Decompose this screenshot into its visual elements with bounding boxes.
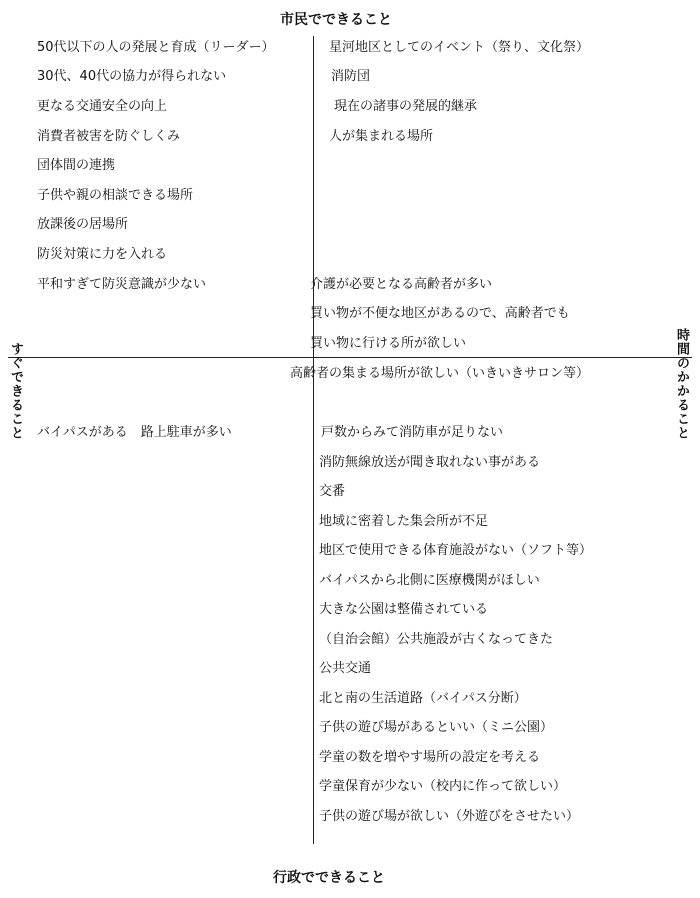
item-br-9: 北と南の生活道路（バイパス分断） [319, 691, 527, 706]
axis-label-right: 時間のかかること [674, 328, 689, 440]
item-tl-6: 放課後の居場所 [37, 217, 129, 232]
item-br-4: 地区で使用できる体育施設がない（ソフト等） [319, 543, 593, 558]
item-br-10: 子供の遊び場があるといい（ミニ公園） [319, 720, 554, 735]
item-center-0: 介護が必要となる高齢者が多い [310, 277, 493, 292]
item-bl-0: バイパスがある 路上駐車が多い [37, 425, 232, 440]
item-br-13: 子供の遊び場が欲しい（外遊びをさせたい） [319, 809, 580, 824]
item-tl-8: 平和すぎて防災意識が少ない [37, 277, 207, 292]
item-tr-2: 現在の諸事の発展的継承 [334, 99, 478, 114]
item-center-2: 買い物に行ける所が欲しい [310, 336, 467, 351]
item-br-0: 戸数からみて消防車が足りない [321, 425, 504, 440]
item-br-7: （自治会館）公共施設が古くなってきた [319, 632, 554, 647]
item-tl-1: 30代、40代の協力が得られない [37, 69, 227, 84]
item-tr-0: 星河地区としてのイベント（祭り、文化祭） [329, 40, 590, 55]
item-br-8: 公共交通 [319, 661, 372, 676]
item-center-3: 高齢者の集まる場所が欲しい（いきいきサロン等） [290, 366, 590, 381]
item-center-1: 買い物が不便な地区があるので、高齢者でも [310, 306, 570, 321]
item-tl-2: 更なる交通安全の向上 [37, 99, 168, 114]
axis-label-left: すぐできること [8, 342, 23, 440]
item-br-12: 学童保育が少ない（校内に作って欲しい） [319, 779, 567, 794]
axis-label-bottom: 行政でできること [273, 870, 385, 886]
item-br-5: バイパスから北側に医療機関がほしい [319, 573, 540, 588]
item-br-6: 大きな公園は整備されている [319, 602, 489, 617]
item-tl-3: 消費者被害を防ぐしくみ [37, 129, 181, 144]
item-br-3: 地域に密着した集会所が不足 [319, 514, 489, 529]
item-tl-5: 子供や親の相談できる場所 [37, 188, 194, 203]
item-tl-0: 50代以下の人の発展と育成（リーダー） [37, 40, 275, 55]
item-tl-4: 団体間の連携 [37, 158, 116, 173]
item-tr-3: 人が集まれる場所 [329, 129, 434, 144]
item-br-1: 消防無線放送が聞き取れない事がある [319, 455, 541, 470]
vertical-axis-line [313, 36, 314, 844]
horizontal-axis-line [8, 357, 692, 358]
item-br-11: 学童の数を増やす場所の設定を考える [319, 750, 541, 765]
item-tl-7: 防災対策に力を入れる [37, 247, 168, 262]
item-br-2: 交番 [319, 484, 346, 499]
item-tr-1: 消防団 [331, 69, 371, 84]
axis-label-top: 市民でできること [280, 12, 392, 28]
